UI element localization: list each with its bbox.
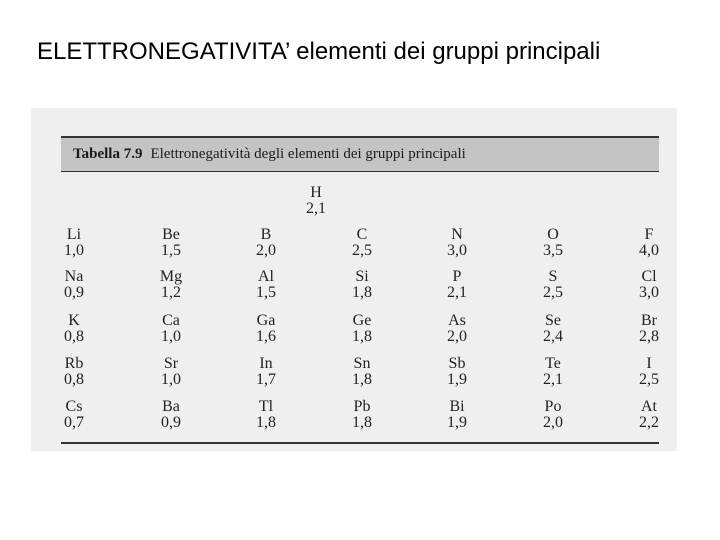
element-cell [241,269,291,301]
element-symbol: K [68,312,80,329]
element-value: 2,8 [639,328,659,345]
element-value: 0,7 [64,414,84,431]
element-symbol: Po [544,398,562,415]
element-value: 1,0 [161,328,181,345]
element-symbol: B [260,226,272,243]
element-symbol: Bi [449,398,465,415]
element-cell [146,313,196,345]
element-cell [528,313,578,345]
element-cell [49,227,99,259]
element-cell [528,227,578,259]
element-value: 2,5 [639,371,659,388]
element-symbol: Ba [162,398,180,415]
element-symbol: Si [355,268,369,285]
element-value: 1,2 [161,284,181,301]
element-cell [146,227,196,259]
element-cell [432,356,482,388]
element-value: 2,0 [543,414,563,431]
element-value: 2,5 [352,242,372,259]
element-symbol: I [646,355,652,372]
element-value: 1,9 [447,371,467,388]
element-value: 1,8 [352,328,372,345]
element-cell [432,399,482,431]
table-bottom-rule [61,442,659,444]
element-value: 2,5 [543,284,563,301]
electronegativity-table [31,108,677,451]
element-symbol: Na [64,268,84,285]
element-symbol: P [452,268,462,285]
element-cell [624,227,674,259]
element-cell [528,269,578,301]
element-cell [146,269,196,301]
element-value: 1,8 [352,284,372,301]
element-symbol: Al [258,268,274,285]
element-symbol: As [448,312,466,329]
element-cell [432,313,482,345]
table-scan-image [31,108,677,451]
element-symbol: In [259,355,273,372]
element-value: 2,1 [306,200,326,217]
table-caption-text: Elettronegatività degli elementi dei gruppi principali [150,146,466,162]
element-cell [49,399,99,431]
element-value: 4,0 [639,242,659,259]
element-cell-h [291,185,341,217]
element-value: 2,0 [256,242,276,259]
element-cell [337,399,387,431]
element-symbol: N [451,226,463,243]
element-cell [337,356,387,388]
element-symbol: Sr [163,355,179,372]
element-value: 2,2 [639,414,659,431]
element-cell [241,227,291,259]
element-cell [337,313,387,345]
element-cell [146,356,196,388]
element-symbol: Sb [448,355,466,372]
element-value: 3,0 [447,242,467,259]
element-symbol: At [641,398,657,415]
element-cell [146,399,196,431]
element-symbol: H [310,184,322,201]
element-value: 2,1 [447,284,467,301]
slide-title: ELETTRONEGATIVITA’ elementi dei gruppi principali [37,38,601,65]
element-value: 1,5 [256,284,276,301]
element-value: 1,0 [161,371,181,388]
element-cell [624,356,674,388]
element-symbol: Tl [258,398,274,415]
element-value: 0,9 [64,284,84,301]
element-cell [49,356,99,388]
element-symbol: Br [641,312,657,329]
element-symbol: Mg [159,268,183,285]
element-symbol: Pb [353,398,371,415]
element-value: 3,0 [639,284,659,301]
element-value: 2,0 [447,328,467,345]
element-cell [624,269,674,301]
element-cell [528,356,578,388]
element-cell [241,313,291,345]
element-value: 1,0 [64,242,84,259]
element-value: 0,8 [64,371,84,388]
element-cell [49,269,99,301]
element-symbol: Ca [162,312,180,329]
element-value: 0,8 [64,328,84,345]
element-symbol: Sn [353,355,371,372]
element-symbol: O [547,226,559,243]
element-cell [337,269,387,301]
element-value: 1,6 [256,328,276,345]
element-value: 1,8 [352,414,372,431]
element-cell [241,356,291,388]
element-value: 2,1 [543,371,563,388]
element-symbol: Ge [352,312,372,329]
element-symbol: C [356,226,368,243]
table-label: Tabella 7.9 [73,146,143,162]
element-cell [528,399,578,431]
element-symbol: Se [545,312,561,329]
element-cell [432,269,482,301]
element-cell [49,313,99,345]
element-value: 0,9 [161,414,181,431]
element-symbol: Rb [64,355,84,372]
element-symbol: Be [162,226,180,243]
element-value: 1,5 [161,242,181,259]
element-value: 3,5 [543,242,563,259]
element-symbol: F [644,226,654,243]
element-cell [241,399,291,431]
element-value: 1,9 [447,414,467,431]
element-symbol: S [548,268,558,285]
element-cell [624,313,674,345]
element-value: 1,8 [256,414,276,431]
element-value: 1,7 [256,371,276,388]
element-symbol: Ga [256,312,276,329]
element-value: 1,8 [352,371,372,388]
element-cell [337,227,387,259]
element-symbol: Te [545,355,561,372]
element-cell [624,399,674,431]
element-symbol: Cl [641,268,657,285]
element-value: 2,4 [543,328,563,345]
element-symbol: Cs [65,398,83,415]
element-cell [432,227,482,259]
element-symbol: Li [66,226,82,243]
